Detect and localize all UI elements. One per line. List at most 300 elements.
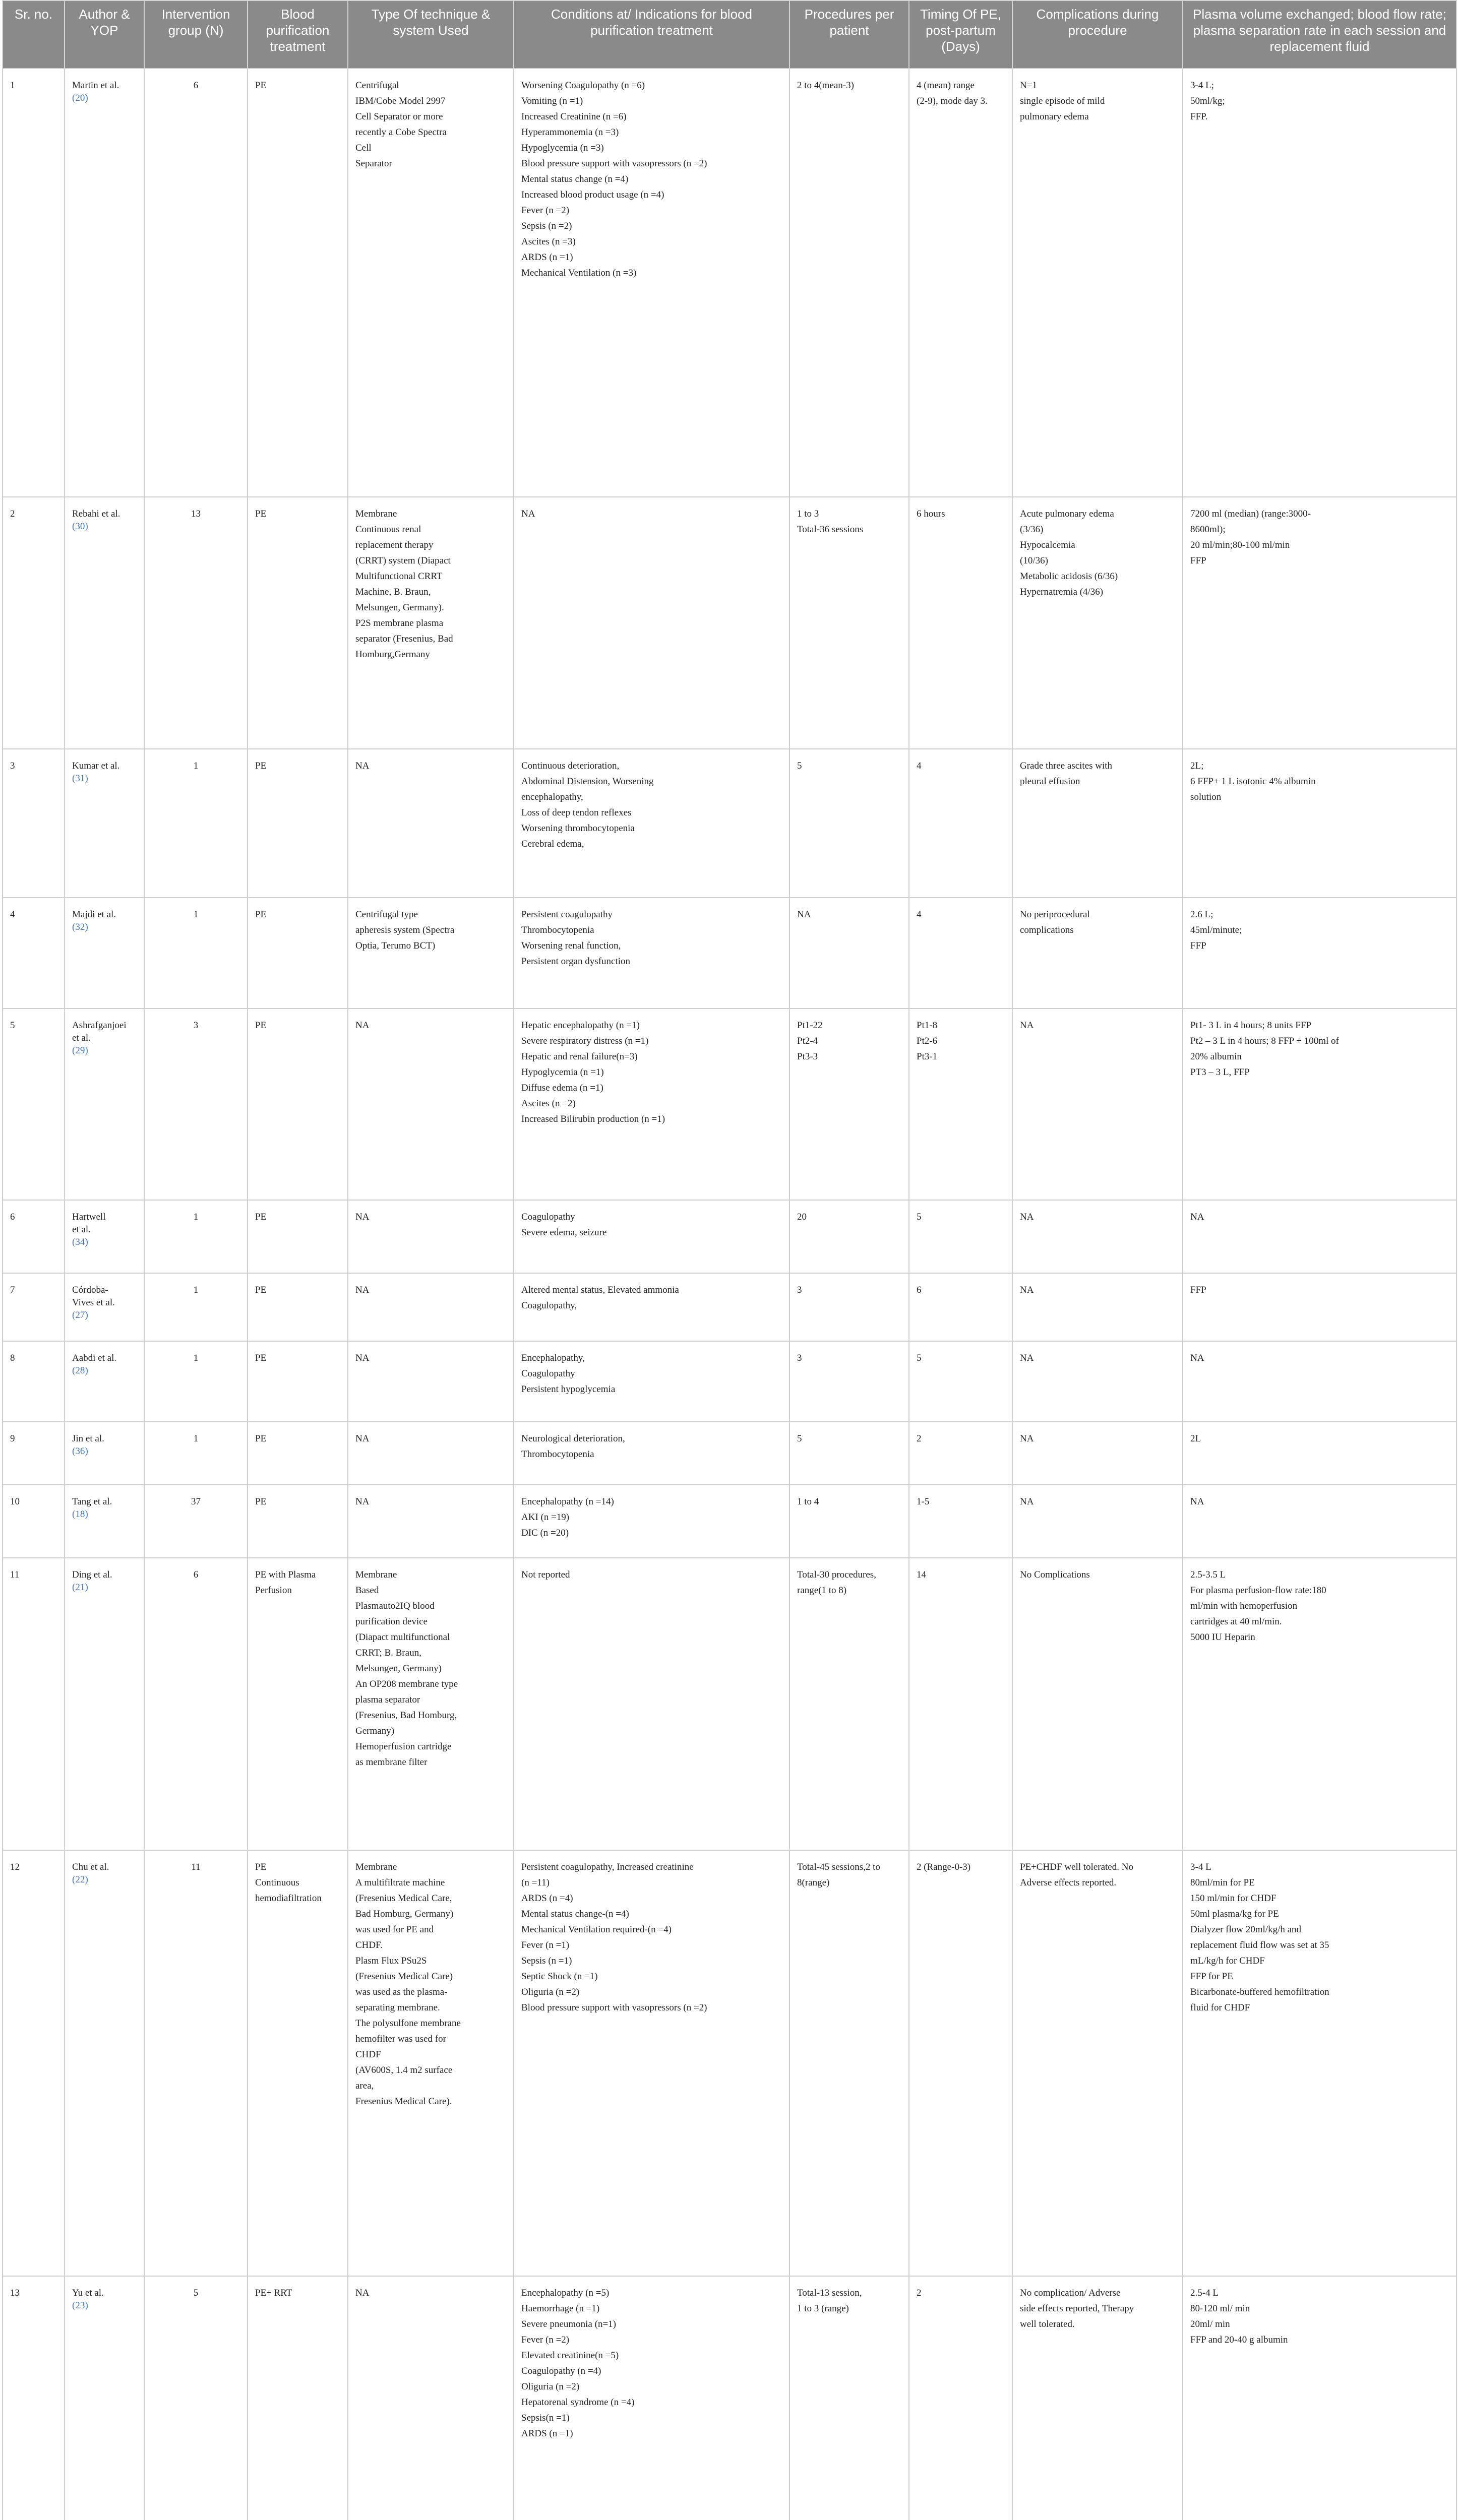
data-table [2, 0, 1457, 2520]
conditions-line: Thrombocytopenia [521, 1449, 594, 1460]
author-name: Aabdi et al. [72, 1353, 117, 1363]
reference-link[interactable]: (21) [72, 1582, 88, 1593]
reference-link[interactable]: (29) [72, 1045, 88, 1056]
cell-author [65, 1200, 144, 1273]
cell-conditions [514, 1341, 789, 1422]
table-row [3, 497, 1456, 749]
complications-line: Grade three ascites with [1020, 761, 1113, 771]
cell-intervention-group [144, 898, 248, 1009]
sr-no-text: 9 [10, 1433, 15, 1444]
cell-procedures [789, 1422, 909, 1485]
plasma-volume-line: mL/kg/h for CHDF [1190, 1956, 1265, 1966]
technique-line: Centrifugal [355, 80, 399, 91]
author-name: Tang et al. [72, 1496, 112, 1507]
plasma-volume-line: fluid for CHDF [1190, 2002, 1250, 2013]
plasma-volume-line: FFP and 20-40 g albumin [1190, 2335, 1288, 2345]
conditions-line: Coagulopathy [521, 1212, 575, 1222]
cell-complications [1012, 1850, 1183, 2276]
blood-purification-line: hemodiafiltration [255, 1893, 322, 1904]
complications-line: Hypocalcemia [1020, 540, 1075, 550]
plasma-volume-line: NA [1190, 1353, 1204, 1363]
technique-line: Cell [355, 143, 372, 153]
intervention-n: 37 [191, 1496, 201, 1507]
cell-procedures [789, 1558, 909, 1850]
cell-plasma-volume [1183, 69, 1456, 497]
author-name-cont: Vives et al. [72, 1297, 115, 1308]
reference-link[interactable]: (20) [72, 93, 88, 103]
technique-line: as membrane filter [355, 1757, 428, 1768]
technique-line: Multifunctional CRRT [355, 571, 443, 582]
technique-line: was used for PE and [355, 1924, 434, 1935]
cell-conditions [514, 1200, 789, 1273]
cell-timing [909, 1422, 1012, 1485]
technique-line: (CRRT) system (Diapact [355, 555, 451, 566]
conditions-line: Persistent organ dysfunction [521, 956, 631, 967]
cell-conditions [514, 749, 789, 898]
blood-purification-line: PE [255, 1862, 267, 1872]
technique-line: plasma separator [355, 1694, 420, 1705]
cell-author [65, 749, 144, 898]
conditions-line: Fever (n =2) [521, 205, 570, 216]
cell-plasma-volume [1183, 1200, 1456, 1273]
intervention-n: 1 [193, 1285, 199, 1295]
conditions-line: Coagulopathy, [521, 1300, 577, 1311]
cell-timing [909, 1273, 1012, 1341]
procedures-line: 3 [797, 1285, 802, 1295]
complications-line: NA [1020, 1212, 1034, 1222]
cell-complications [1012, 749, 1183, 898]
sr-no-text: 8 [10, 1353, 15, 1363]
conditions-line: Increased blood product usage (n =4) [521, 190, 664, 200]
table-row [3, 1200, 1456, 1273]
cell-procedures [789, 1009, 909, 1200]
technique-line: NA [355, 1433, 370, 1444]
author-name: Majdi et al. [72, 909, 116, 920]
sr-no-text: 12 [10, 1862, 20, 1872]
intervention-n: 6 [193, 1569, 199, 1580]
procedures-line: 1 to 3 [797, 509, 819, 519]
blood-purification-line: Perfusion [255, 1585, 292, 1596]
conditions-line: (n =11) [521, 1877, 550, 1888]
cell-sr-no [3, 1850, 65, 2276]
procedures-line: NA [797, 909, 811, 920]
timing-line: Pt3-1 [917, 1051, 938, 1062]
plasma-volume-line: Dialyzer flow 20ml/kg/h and [1190, 1924, 1302, 1935]
cell-intervention-group [144, 1009, 248, 1200]
blood-purification-line: PE [255, 909, 267, 920]
author-name-cont: et al. [72, 1033, 91, 1043]
procedures-line: 8(range) [797, 1877, 830, 1888]
conditions-line: encephalopathy, [521, 792, 583, 802]
conditions-line: Severe respiratory distress (n =1) [521, 1036, 649, 1046]
header-sr-no: Sr. no. [3, 1, 65, 69]
procedures-line: 3 [797, 1353, 802, 1363]
conditions-line: Blood pressure support with vasopressors (n =2) [521, 2002, 707, 2013]
technique-line: P2S membrane plasma [355, 618, 444, 628]
blood-purification-line: PE with Plasma [255, 1569, 316, 1580]
table-container [2, 0, 1456, 2520]
technique-line: CRRT; B. Braun, [355, 1648, 421, 1658]
cell-author [65, 1485, 144, 1558]
cell-author [65, 69, 144, 497]
reference-link[interactable]: (27) [72, 1310, 88, 1320]
conditions-line: Altered mental status, Elevated ammonia [521, 1285, 679, 1295]
complications-line: No complication/ Adverse [1020, 2288, 1121, 2298]
technique-line: Cell Separator or more [355, 111, 443, 122]
technique-line: Bad Homburg, Germany) [355, 1909, 454, 1919]
plasma-volume-line: ml/min with hemoperfusion [1190, 1601, 1298, 1611]
cell-procedures [789, 1485, 909, 1558]
cell-blood-purification [248, 1273, 348, 1341]
technique-line: NA [355, 1020, 370, 1031]
cell-plasma-volume [1183, 898, 1456, 1009]
reference-link[interactable]: (22) [72, 1874, 88, 1885]
technique-line: Homburg,Germany [355, 649, 430, 660]
cell-blood-purification [248, 1009, 348, 1200]
timing-line: 4 (mean) range [917, 80, 975, 91]
reference-link[interactable]: (30) [72, 521, 88, 532]
sr-no-text: 5 [10, 1020, 15, 1031]
conditions-line: Neurological deterioration, [521, 1433, 625, 1444]
header-procedures: Procedures per patient [789, 1, 909, 69]
reference-link[interactable]: (31) [72, 773, 88, 784]
plasma-volume-line: solution [1190, 792, 1222, 802]
cell-technique [348, 2276, 514, 2520]
conditions-line: Elevated creatinine(n =5) [521, 2350, 619, 2361]
cell-plasma-volume [1183, 1009, 1456, 1200]
plasma-volume-line: replacement fluid flow was set at 35 [1190, 1940, 1329, 1950]
technique-line: replacement therapy [355, 540, 434, 550]
conditions-line: Persistent coagulopathy [521, 909, 613, 920]
cell-intervention-group [144, 1558, 248, 1850]
plasma-volume-line: FFP for PE [1190, 1971, 1233, 1982]
technique-line: apheresis system (Spectra [355, 925, 455, 935]
technique-line: Separator [355, 158, 392, 169]
procedures-line: Total-13 session, [797, 2288, 862, 2298]
cell-complications [1012, 1485, 1183, 1558]
cell-author [65, 898, 144, 1009]
technique-line: CHDF. [355, 1940, 383, 1950]
technique-line: NA [355, 2288, 370, 2298]
cell-procedures [789, 1850, 909, 2276]
blood-purification-line: PE [255, 1353, 267, 1363]
plasma-volume-line: 8600ml); [1190, 524, 1226, 535]
plasma-volume-line: 6 FFP+ 1 L isotonic 4% albumin [1190, 776, 1316, 787]
table-row [3, 1850, 1456, 2276]
cell-technique [348, 749, 514, 898]
table-row [3, 1273, 1456, 1341]
cell-timing [909, 2276, 1012, 2520]
cell-technique [348, 1485, 514, 1558]
cell-author [65, 1558, 144, 1850]
procedures-line: 2 to 4(mean-3) [797, 80, 854, 91]
conditions-line: Vomiting (n =1) [521, 96, 583, 106]
blood-purification-line: Continuous [255, 1877, 299, 1888]
timing-line: 6 hours [917, 509, 945, 519]
complications-line: well tolerated. [1020, 2319, 1075, 2329]
cell-sr-no [3, 1273, 65, 1341]
cell-technique [348, 1341, 514, 1422]
complications-line: pulmonary edema [1020, 111, 1089, 122]
intervention-n: 1 [193, 1433, 199, 1444]
technique-line: IBM/Cobe Model 2997 [355, 96, 446, 106]
complications-line: (10/36) [1020, 555, 1048, 566]
technique-line: An OP208 membrane type [355, 1679, 458, 1689]
plasma-volume-line: NA [1190, 1212, 1204, 1222]
technique-line: Optia, Terumo BCT) [355, 940, 436, 951]
cell-complications [1012, 69, 1183, 497]
plasma-volume-line: 2.5-3.5 L [1190, 1569, 1226, 1580]
procedures-line: 20 [797, 1212, 807, 1222]
cell-sr-no [3, 1485, 65, 1558]
reference-link[interactable]: (18) [72, 1509, 88, 1520]
cell-sr-no [3, 69, 65, 497]
plasma-volume-line: 5000 IU Heparin [1190, 1632, 1255, 1643]
complications-line: No Complications [1020, 1569, 1090, 1580]
conditions-line: Persistent coagulopathy, Increased creatinine [521, 1862, 694, 1872]
procedures-line: 1 to 4 [797, 1496, 819, 1507]
intervention-n: 6 [193, 80, 199, 91]
timing-line: 4 [917, 761, 922, 771]
reference-link[interactable]: (36) [72, 1446, 88, 1457]
technique-line: separator (Fresenius, Bad [355, 634, 453, 644]
procedures-line: 5 [797, 761, 802, 771]
complications-line: NA [1020, 1353, 1034, 1363]
conditions-line: Severe pneumonia (n=1) [521, 2319, 616, 2329]
procedures-line: Total-30 procedures, [797, 1569, 876, 1580]
cell-timing [909, 898, 1012, 1009]
cell-technique [348, 1850, 514, 2276]
cell-complications [1012, 1422, 1183, 1485]
cell-technique [348, 898, 514, 1009]
cell-procedures [789, 497, 909, 749]
cell-blood-purification [248, 898, 348, 1009]
technique-line: Centrifugal type [355, 909, 418, 920]
complications-line: complications [1020, 925, 1074, 935]
author-name-cont: et al. [72, 1224, 91, 1235]
plasma-volume-line: 80ml/min for PE [1190, 1877, 1255, 1888]
conditions-line: Hyperammonemia (n =3) [521, 127, 619, 138]
plasma-volume-line: 2L [1190, 1433, 1201, 1444]
plasma-volume-line: 3-4 L; [1190, 80, 1214, 91]
technique-line: Machine, B. Braun, [355, 587, 431, 597]
cell-timing [909, 1485, 1012, 1558]
intervention-n: 11 [191, 1862, 201, 1872]
sr-no-text: 4 [10, 909, 15, 920]
header-blood-purification: Blood purification treatment [248, 1, 348, 69]
sr-no-text: 11 [10, 1569, 20, 1580]
complications-line: N=1 [1020, 80, 1037, 91]
conditions-line: ARDS (n =4) [521, 1893, 573, 1904]
cell-sr-no [3, 898, 65, 1009]
technique-line: (Fresenius Medical Care) [355, 1971, 453, 1982]
cell-plasma-volume [1183, 2276, 1456, 2520]
table-row [3, 1341, 1456, 1422]
cell-sr-no [3, 1009, 65, 1200]
technique-line: Continuous renal [355, 524, 421, 535]
conditions-line: Mental status change (n =4) [521, 174, 629, 184]
conditions-line: Sepsis (n =1) [521, 1956, 572, 1966]
conditions-line: Ascites (n =3) [521, 236, 576, 247]
cell-sr-no [3, 497, 65, 749]
cell-author [65, 2276, 144, 2520]
conditions-line: Worsening renal function, [521, 940, 621, 951]
cell-intervention-group [144, 1341, 248, 1422]
plasma-volume-line: 150 ml/min for CHDF [1190, 1893, 1277, 1904]
timing-line: (2-9), mode day 3. [917, 96, 988, 106]
reference-link[interactable]: (23) [72, 2300, 88, 2311]
cell-plasma-volume [1183, 1341, 1456, 1422]
cell-procedures [789, 1273, 909, 1341]
plasma-volume-line: Bicarbonate-buffered hemofiltration [1190, 1987, 1329, 1997]
timing-line: 14 [917, 1569, 926, 1580]
intervention-n: 1 [193, 1353, 199, 1363]
table-body [3, 69, 1456, 2520]
technique-line: purification device [355, 1616, 428, 1627]
timing-line: Pt1-8 [917, 1020, 938, 1031]
cell-technique [348, 69, 514, 497]
complications-line: Adverse effects reported. [1020, 1877, 1117, 1888]
plasma-volume-line: FFP [1190, 940, 1206, 951]
technique-line: (Diapact multifunctional [355, 1632, 450, 1643]
cell-sr-no [3, 1422, 65, 1485]
cell-plasma-volume [1183, 1422, 1456, 1485]
timing-line: 2 [917, 1433, 922, 1444]
cell-plasma-volume [1183, 1558, 1456, 1850]
plasma-volume-line: 80-120 ml/ min [1190, 2303, 1250, 2314]
plasma-volume-line: FFP. [1190, 111, 1208, 122]
cell-author [65, 1273, 144, 1341]
procedures-line: 1 to 3 (range) [797, 2303, 849, 2314]
conditions-line: Hepatic encephalopathy (n =1) [521, 1020, 640, 1031]
plasma-volume-line: 45ml/minute; [1190, 925, 1242, 935]
complications-line: pleural effusion [1020, 776, 1080, 787]
conditions-line: Increased Creatinine (n =6) [521, 111, 627, 122]
table-row [3, 1009, 1456, 1200]
cell-intervention-group [144, 1850, 248, 2276]
sr-no-text: 3 [10, 761, 15, 771]
timing-line: 2 (Range-0-3) [917, 1862, 971, 1872]
blood-purification-line: PE [255, 1285, 267, 1295]
conditions-line: Not reported [521, 1569, 570, 1580]
conditions-line: Mechanical Ventilation (n =3) [521, 268, 637, 278]
timing-line: 5 [917, 1353, 922, 1363]
cell-plasma-volume [1183, 1273, 1456, 1341]
plasma-volume-line: cartridges at 40 ml/min. [1190, 1616, 1282, 1627]
cell-intervention-group [144, 1273, 248, 1341]
cell-procedures [789, 69, 909, 497]
cell-technique [348, 1273, 514, 1341]
cell-complications [1012, 2276, 1183, 2520]
intervention-n: 13 [191, 509, 201, 519]
technique-line: A multifiltrate machine [355, 1877, 445, 1888]
conditions-line: Septic Shock (n =1) [521, 1971, 598, 1982]
complications-line: NA [1020, 1285, 1034, 1295]
complications-line: PE+CHDF well tolerated. No [1020, 1862, 1133, 1872]
technique-line: Germany) [355, 1726, 395, 1736]
cell-sr-no [3, 749, 65, 898]
plasma-volume-line: For plasma perfusion-flow rate:180 [1190, 1585, 1326, 1596]
cell-plasma-volume [1183, 1485, 1456, 1558]
cell-conditions [514, 1422, 789, 1485]
cell-sr-no [3, 1200, 65, 1273]
technique-line: NA [355, 1353, 370, 1363]
plasma-volume-line: 20ml/ min [1190, 2319, 1230, 2329]
cell-technique [348, 1422, 514, 1485]
cell-conditions [514, 1485, 789, 1558]
cell-blood-purification [248, 1558, 348, 1850]
technique-line: (Fresenius, Bad Homburg, [355, 1710, 457, 1721]
cell-author [65, 1422, 144, 1485]
conditions-line: Hepatorenal syndrome (n =4) [521, 2397, 635, 2408]
conditions-line: Worsening thrombocytopenia [521, 823, 635, 834]
procedures-line: range(1 to 8) [797, 1585, 847, 1596]
reference-link[interactable]: (28) [72, 1365, 88, 1376]
plasma-volume-line: 2L; [1190, 761, 1204, 771]
cell-blood-purification [248, 2276, 348, 2520]
conditions-line: Haemorrhage (n =1) [521, 2303, 600, 2314]
plasma-volume-line: 2.6 L; [1190, 909, 1213, 920]
conditions-line: Hypoglycemia (n =3) [521, 143, 604, 153]
reference-link[interactable]: (32) [72, 922, 88, 932]
cell-blood-purification [248, 1200, 348, 1273]
cell-timing [909, 1009, 1012, 1200]
technique-line: Membrane [355, 1569, 397, 1580]
cell-author [65, 1341, 144, 1422]
cell-blood-purification [248, 1485, 348, 1558]
intervention-n: 3 [193, 1020, 199, 1031]
header-author: Author & YOP [65, 1, 144, 69]
plasma-volume-line: 7200 ml (median) (range:3000- [1190, 509, 1311, 519]
technique-line: CHDF [355, 2049, 381, 2060]
cell-conditions [514, 1850, 789, 2276]
timing-line: 6 [917, 1285, 922, 1295]
timing-line: 1-5 [917, 1496, 930, 1507]
cell-procedures [789, 898, 909, 1009]
reference-link[interactable]: (34) [72, 1237, 88, 1247]
complications-line: single episode of mild [1020, 96, 1105, 106]
header-conditions: Conditions at/ Indications for blood purification treatment [514, 1, 789, 69]
cell-blood-purification [248, 1850, 348, 2276]
complications-line: side effects reported, Therapy [1020, 2303, 1134, 2314]
cell-conditions [514, 1558, 789, 1850]
technique-line: NA [355, 1496, 370, 1507]
technique-line: (Fresenius Medical Care, [355, 1893, 452, 1904]
technique-line: Plasmauto2IQ blood [355, 1601, 435, 1611]
technique-line: Based [355, 1585, 379, 1596]
cell-timing [909, 749, 1012, 898]
blood-purification-line: PE [255, 1496, 267, 1507]
plasma-volume-line: 50ml plasma/kg for PE [1190, 1909, 1279, 1919]
plasma-volume-line: FFP [1190, 555, 1206, 566]
cell-complications [1012, 1009, 1183, 1200]
cell-intervention-group [144, 1485, 248, 1558]
blood-purification-line: PE [255, 1433, 267, 1444]
author-name: Jin et al. [72, 1433, 104, 1444]
cell-plasma-volume [1183, 1850, 1456, 2276]
procedures-line: 5 [797, 1433, 802, 1444]
table-row [3, 1422, 1456, 1485]
conditions-line: AKI (n =19) [521, 1512, 570, 1523]
blood-purification-line: PE [255, 509, 267, 519]
cell-complications [1012, 1200, 1183, 1273]
conditions-line: ARDS (n =1) [521, 2428, 573, 2439]
cell-conditions [514, 1273, 789, 1341]
conditions-line: DIC (n =20) [521, 1528, 569, 1538]
plasma-volume-line: 2.5-4 L [1190, 2288, 1219, 2298]
conditions-line: ARDS (n =1) [521, 252, 573, 263]
conditions-line: Worsening Coagulopathy (n =6) [521, 80, 645, 91]
